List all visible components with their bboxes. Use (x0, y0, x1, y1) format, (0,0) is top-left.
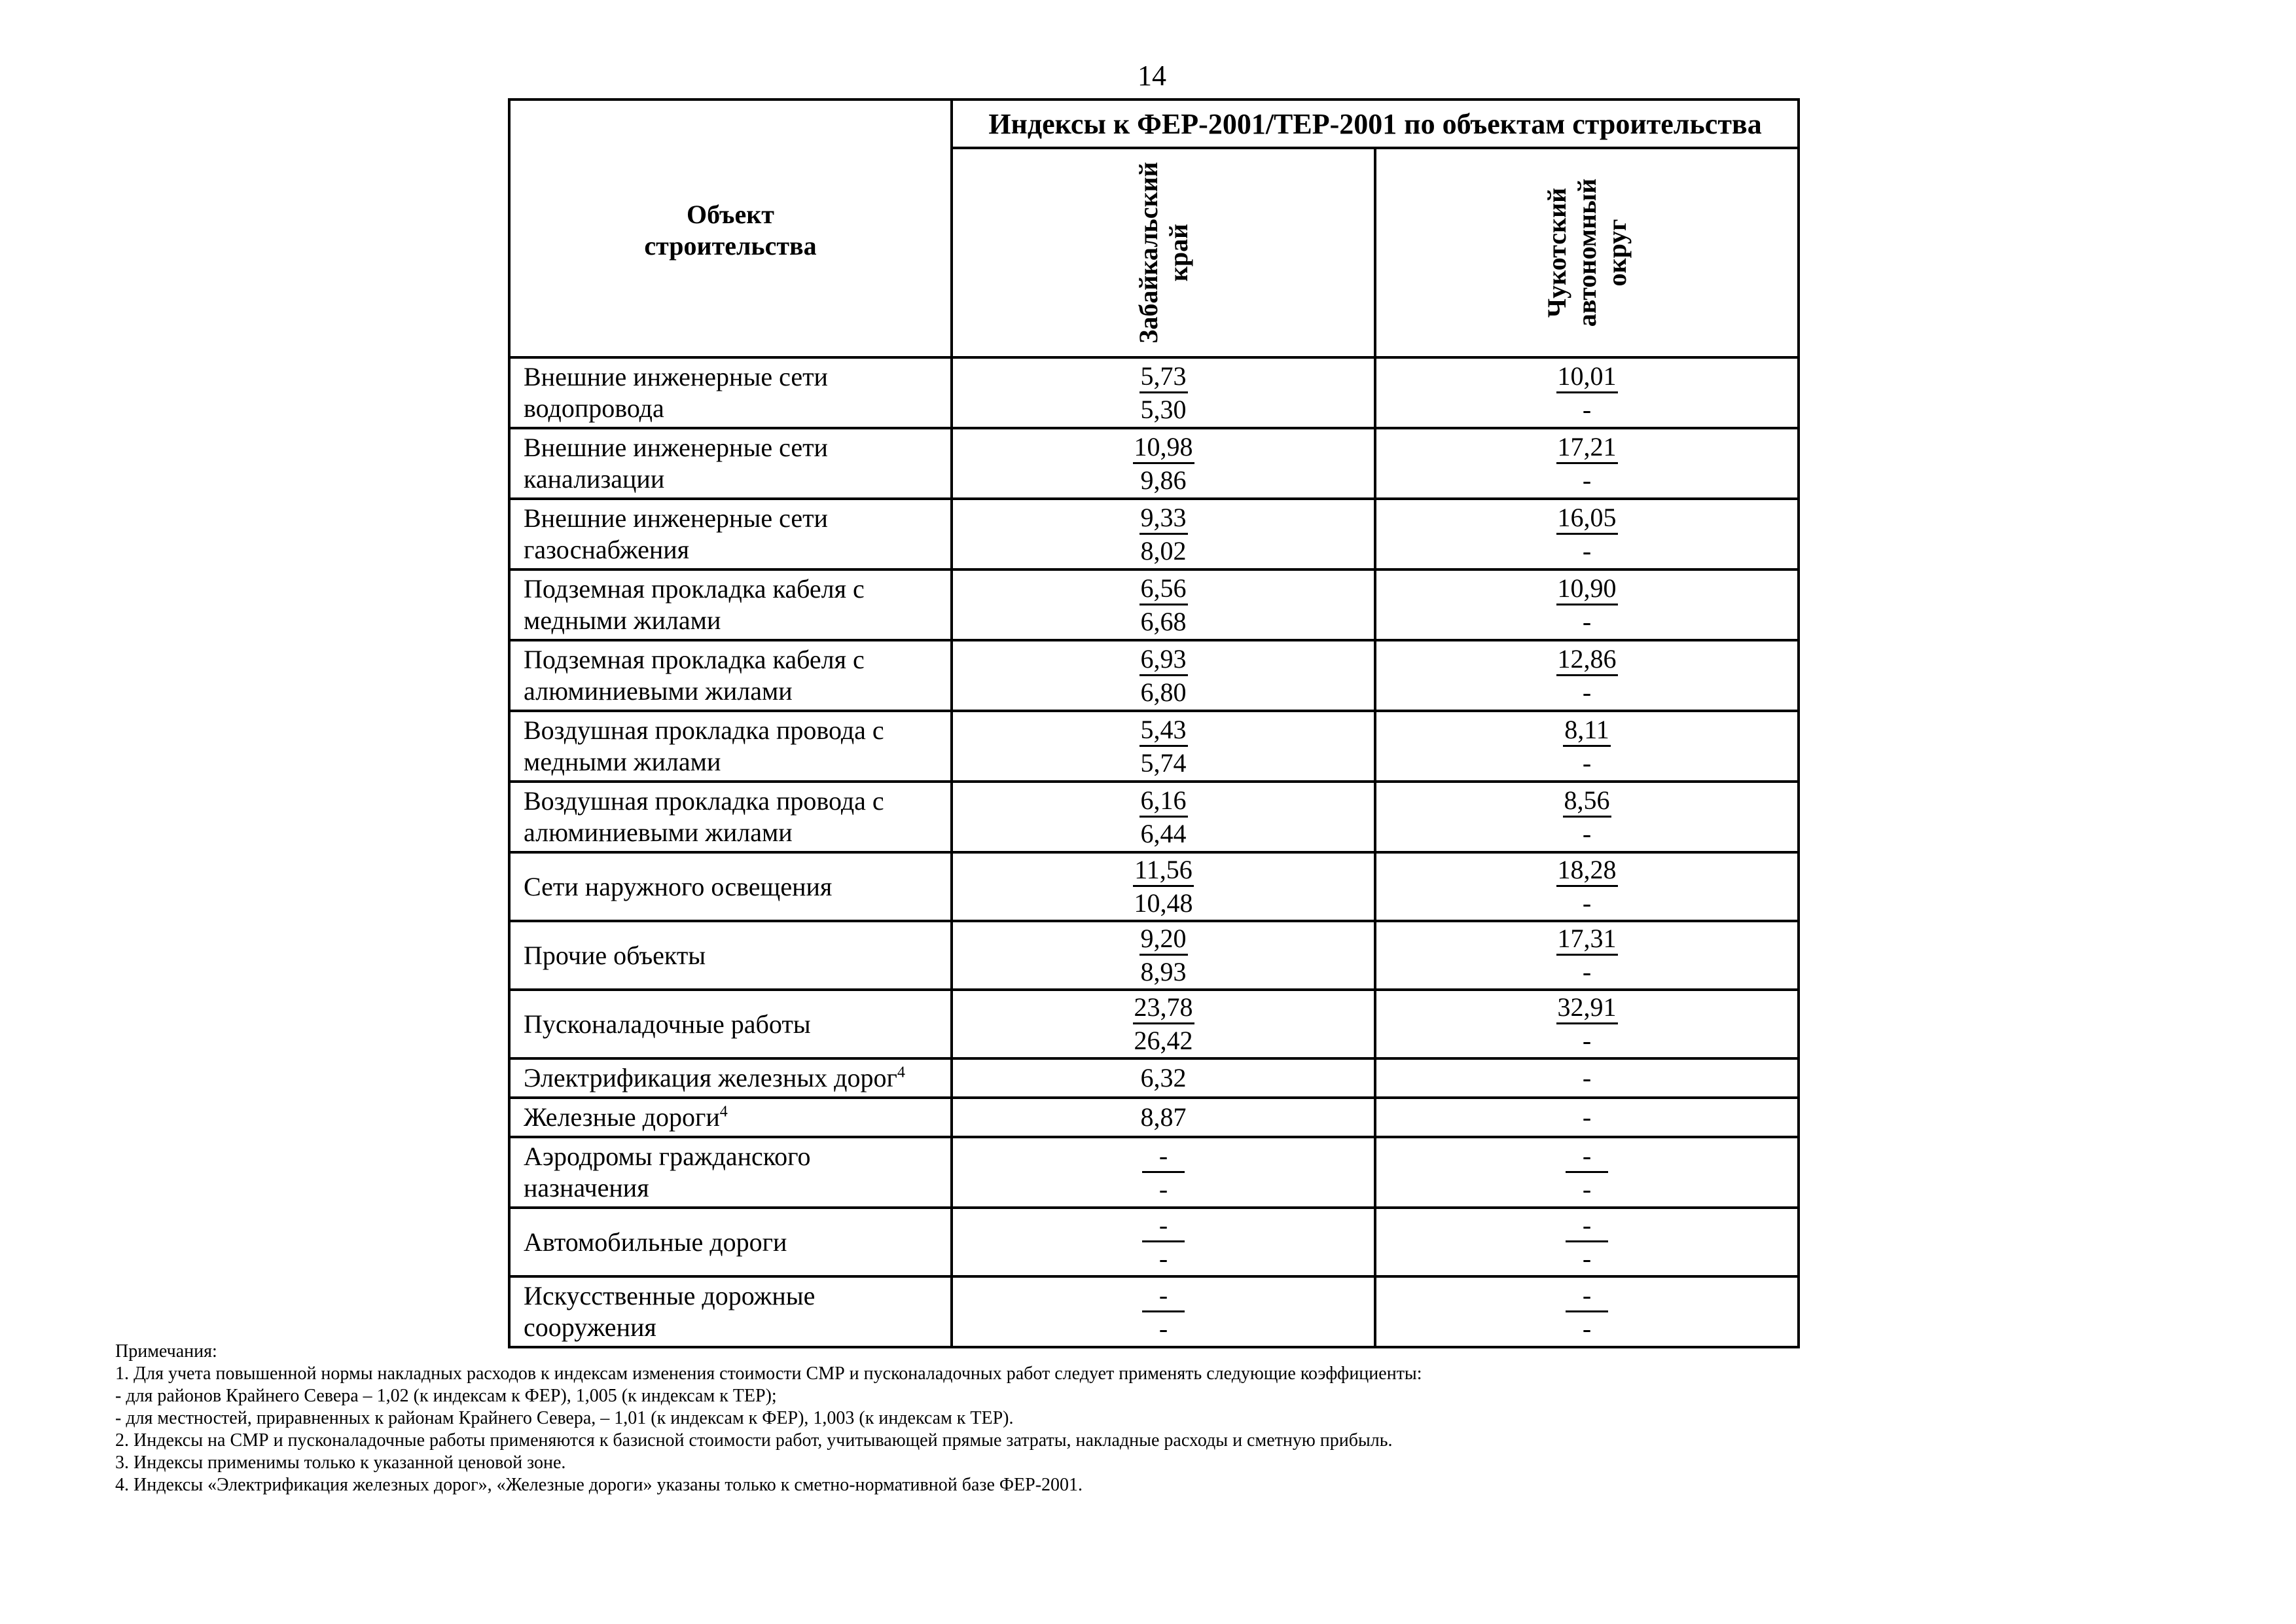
table-row (509, 782, 1799, 852)
index-value-ter: - (1582, 677, 1592, 707)
object-name-cell (509, 640, 952, 711)
index-value-ter: - (1158, 1244, 1168, 1273)
table-row (509, 499, 1799, 569)
object-name-line1: Пусконаладочные работы (524, 1009, 811, 1039)
object-name-line2: медными жилами (524, 747, 721, 776)
index-value: - (1582, 1102, 1592, 1132)
value-cell-chukotka (1375, 921, 1799, 990)
object-name-line1: Воздушная прокладка провода с (524, 786, 884, 816)
index-value-ter: - (1582, 535, 1592, 566)
notes-title: Примечания: (115, 1341, 217, 1362)
value-cell-zabaikalsky (952, 569, 1375, 640)
note-line: 4. Индексы «Электрификация железных дорог», «Железные дороги» указаны только к сметно-нормативной базе ФЕР-2001. (115, 1475, 1083, 1495)
region-label-line: край (1163, 223, 1193, 282)
object-name-cell (509, 921, 952, 990)
value-cell-chukotka (1375, 1058, 1799, 1098)
index-value: 8,87 (1140, 1102, 1187, 1132)
index-value-ter: - (1582, 465, 1592, 495)
value-cell-zabaikalsky (952, 782, 1375, 852)
object-name-line1: Автомобильные дороги (524, 1227, 787, 1257)
index-value-ter: 8,93 (1140, 957, 1187, 986)
index-value-ter: - (1582, 818, 1592, 848)
value-cell-zabaikalsky (952, 1058, 1375, 1098)
table-row (509, 569, 1799, 640)
value-cell-zabaikalsky (952, 1098, 1375, 1137)
object-name-line2: сооружения (524, 1312, 656, 1342)
index-value-ter: - (1582, 748, 1592, 778)
object-name-line1: Воздушная прокладка провода с (524, 715, 884, 745)
index-value-fer: 6,93 (1139, 644, 1188, 676)
object-name-cell (509, 499, 952, 569)
object-name-line1: Подземная прокладка кабеля с (524, 645, 865, 674)
value-cell-zabaikalsky (952, 990, 1375, 1058)
index-value-fer: 8,56 (1563, 785, 1611, 818)
object-name-line1: Прочие объекты (524, 940, 706, 970)
table-row (509, 357, 1799, 428)
note-line: 1. Для учета повышенной нормы накладных расходов к индексам изменения стоимости СМР и пусконаладочных работ следует применять следующие коэффициенты: (115, 1363, 1422, 1384)
index-value-ter: 5,30 (1140, 394, 1187, 424)
index-value-ter: - (1582, 957, 1592, 986)
note-line: - для местностей, приравненных к районам Крайнего Севера, – 1,01 (к индексам к ФЕР), 1,003 (к индексам к ТЕР). (115, 1408, 1014, 1428)
region-label-line: автономный (1571, 178, 1602, 327)
index-value-ter: - (1582, 1026, 1592, 1055)
index-value-fer: 17,21 (1556, 432, 1618, 464)
region-label-line: округ (1602, 219, 1632, 287)
index-value-fer: - (1142, 1141, 1185, 1173)
index-value-fer: - (1566, 1280, 1608, 1312)
value-cell-chukotka (1375, 499, 1799, 569)
note-line: 2. Индексы на СМР и пусконаладочные работы применяются к базисной стоимости работ, учитывающей прямые затраты, накладные расходы и сметную прибыль. (115, 1430, 1393, 1451)
index-value-fer: 5,73 (1139, 361, 1188, 393)
note-line: 3. Индексы применимы только к указанной ценовой зоне. (115, 1453, 566, 1473)
value-cell-chukotka (1375, 990, 1799, 1058)
header-region-chukotka (1375, 148, 1799, 357)
value-cell-chukotka (1375, 1276, 1799, 1347)
value-cell-chukotka (1375, 357, 1799, 428)
object-name-line1: Сети наружного освещения (524, 871, 833, 901)
object-name-cell (509, 1208, 952, 1276)
index-value-ter: - (1582, 1174, 1592, 1204)
index-value-ter: - (1582, 394, 1592, 424)
value-cell-chukotka (1375, 782, 1799, 852)
value-cell-chukotka (1375, 569, 1799, 640)
object-name-cell (509, 711, 952, 782)
index-value-ter: - (1582, 888, 1592, 918)
table-row (509, 1098, 1799, 1137)
value-cell-zabaikalsky (952, 852, 1375, 921)
index-value-fer: 9,20 (1139, 924, 1188, 956)
header-object-line2: строительства (644, 231, 817, 261)
object-name-cell (509, 1098, 952, 1137)
object-name-line2: газоснабжения (524, 535, 690, 564)
object-name-cell (509, 1058, 952, 1098)
index-value-fer: 10,98 (1133, 432, 1194, 464)
table-row (509, 1137, 1799, 1208)
index-value-fer: - (1566, 1141, 1608, 1173)
value-cell-chukotka (1375, 711, 1799, 782)
table-row (509, 1208, 1799, 1276)
table-row (509, 1276, 1799, 1347)
region-label-line: Чукотский (1541, 187, 1571, 318)
object-name-line1: Искусственные дорожные (524, 1281, 816, 1310)
value-cell-zabaikalsky (952, 921, 1375, 990)
page-number: 14 (1138, 60, 1166, 92)
value-cell-chukotka (1375, 1137, 1799, 1208)
index-value: 6,32 (1140, 1063, 1187, 1092)
object-name-line2: водопровода (524, 393, 664, 423)
index-table (508, 98, 1800, 1348)
table-row (509, 640, 1799, 711)
object-name-line1: Внешние инженерные сети (524, 503, 828, 533)
object-name-cell (509, 357, 952, 428)
object-name-cell (509, 852, 952, 921)
index-value-ter: - (1582, 1244, 1592, 1273)
object-name-line2: алюминиевыми жилами (524, 676, 793, 706)
index-value-ter: 26,42 (1134, 1026, 1193, 1055)
index-value-fer: 10,90 (1556, 573, 1618, 605)
table-row (509, 852, 1799, 921)
index-value-fer: - (1566, 1210, 1608, 1242)
value-cell-zabaikalsky (952, 499, 1375, 569)
index-value-fer: 32,91 (1556, 992, 1618, 1024)
index-value-fer: 11,56 (1133, 855, 1194, 887)
object-name-cell (509, 782, 952, 852)
value-cell-zabaikalsky (952, 428, 1375, 499)
footnote-mark: 4 (897, 1064, 905, 1081)
header-group-title: Индексы к ФЕР-2001/ТЕР-2001 по объектам строительства (952, 99, 1799, 148)
index-value-fer: 6,16 (1139, 785, 1188, 818)
header-region-zabaikalsky (952, 148, 1375, 357)
header-object-line1: Объект (687, 200, 774, 229)
header-object (509, 99, 952, 357)
value-cell-chukotka (1375, 1098, 1799, 1137)
value-cell-zabaikalsky (952, 1208, 1375, 1276)
table-row (509, 711, 1799, 782)
value-cell-chukotka (1375, 1208, 1799, 1276)
index-value-ter: 6,68 (1140, 606, 1187, 636)
value-cell-zabaikalsky (952, 711, 1375, 782)
index-value-fer: 17,31 (1556, 924, 1618, 956)
index-value-fer: 9,33 (1139, 503, 1188, 535)
object-name-line2: медными жилами (524, 605, 721, 635)
note-line: - для районов Крайнего Севера – 1,02 (к индексам к ФЕР), 1,005 (к индексам к ТЕР); (115, 1386, 777, 1406)
value-cell-chukotka (1375, 852, 1799, 921)
value-cell-zabaikalsky (952, 357, 1375, 428)
object-name-line1: Подземная прокладка кабеля с (524, 574, 865, 604)
object-name-line1: Электрификация железных дорог (524, 1063, 897, 1092)
object-name-line1: Внешние инженерные сети (524, 433, 828, 462)
index-value-ter: 6,80 (1140, 677, 1187, 707)
table-row (509, 990, 1799, 1058)
index-value-ter: - (1582, 606, 1592, 636)
object-name-line1: Железные дороги (524, 1102, 720, 1132)
object-name-cell (509, 990, 952, 1058)
object-name-line1: Аэродромы гражданского (524, 1142, 811, 1171)
value-cell-chukotka (1375, 428, 1799, 499)
index-value-fer: - (1142, 1280, 1185, 1312)
table-row (509, 921, 1799, 990)
value-cell-zabaikalsky (952, 640, 1375, 711)
object-name-cell (509, 428, 952, 499)
value-cell-zabaikalsky (952, 1276, 1375, 1347)
object-name-cell (509, 569, 952, 640)
index-value-fer: - (1142, 1210, 1185, 1242)
index-value-fer: 18,28 (1556, 855, 1618, 887)
table-row (509, 428, 1799, 499)
index-value-fer: 8,11 (1563, 715, 1611, 747)
object-name-line2: алюминиевыми жилами (524, 818, 793, 847)
index-value-ter: - (1582, 1313, 1592, 1343)
index-value-ter: - (1158, 1313, 1168, 1343)
index-value-fer: 5,43 (1139, 715, 1188, 747)
object-name-line1: Внешние инженерные сети (524, 362, 828, 391)
value-cell-zabaikalsky (952, 1137, 1375, 1208)
value-cell-chukotka (1375, 640, 1799, 711)
object-name-line2: назначения (524, 1173, 649, 1202)
index-value-ter: 8,02 (1140, 535, 1187, 566)
index-value-ter: 9,86 (1140, 465, 1187, 495)
index-value-fer: 16,05 (1556, 503, 1618, 535)
object-name-cell (509, 1276, 952, 1347)
index-value-ter: 5,74 (1140, 748, 1187, 778)
index-value-ter: 10,48 (1134, 888, 1193, 918)
object-name-line2: канализации (524, 464, 665, 494)
index-value-fer: 10,01 (1556, 361, 1618, 393)
index-value-ter: 6,44 (1140, 818, 1187, 848)
index-value-ter: - (1158, 1174, 1168, 1204)
index-value-fer: 12,86 (1556, 644, 1618, 676)
index-value-fer: 23,78 (1133, 992, 1194, 1024)
index-value-fer: 6,56 (1139, 573, 1188, 605)
footnote-mark: 4 (719, 1103, 728, 1121)
index-value: - (1582, 1063, 1592, 1092)
notes-section (115, 1341, 2144, 1496)
object-name-cell (509, 1137, 952, 1208)
region-label-line: Забайкальский (1133, 162, 1163, 344)
table-row (509, 1058, 1799, 1098)
